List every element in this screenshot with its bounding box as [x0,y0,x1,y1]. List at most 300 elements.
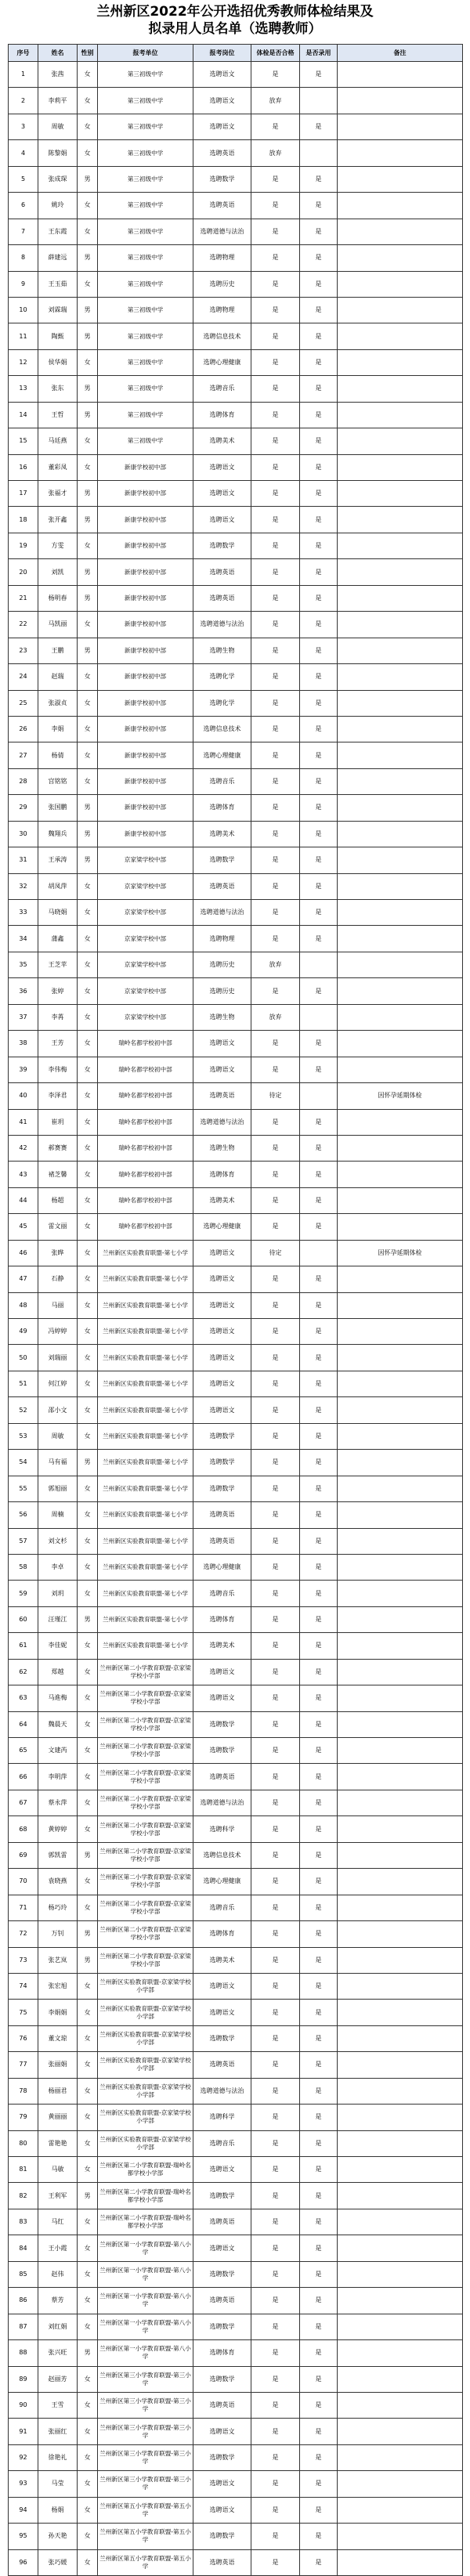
cell-exam-pass: 是 [251,742,300,768]
table-row [9,873,463,899]
cell-name: 杨娟 [38,2497,78,2523]
cell-name: 马莹 [38,2471,78,2497]
cell-position: 选聘语文 [193,1397,251,1423]
cell-hired: 是 [300,533,338,558]
table-row [9,1790,463,1815]
cell-index: 36 [9,978,38,1004]
cell-remark [338,2288,463,2314]
cell-name: 赵丽芳 [38,2366,78,2392]
cell-remark [338,349,463,375]
cell-unit: 兰州新区第五小学教育联盟-第五小学 [98,2497,193,2523]
cell-exam-pass: 是 [251,428,300,454]
cell-index: 83 [9,2209,38,2235]
cell-unit: 瑞岭名都学校初中部 [98,1057,193,1082]
cell-name: 胡凤萍 [38,873,78,899]
header-exam-pass: 体检是否合格 [251,45,300,62]
cell-name: 李娟 [38,716,78,742]
cell-position: 选聘语文 [193,2419,251,2444]
cell-unit: 瑞岭名都学校初中部 [98,1031,193,1057]
cell-name: 蔡芳 [38,2288,78,2314]
cell-hired: 是 [300,821,338,847]
cell-name: 李伟梅 [38,1057,78,1082]
cell-hired: 是 [300,1450,338,1476]
cell-gender: 女 [78,2105,98,2130]
cell-exam-pass: 是 [251,1842,300,1868]
cell-exam-pass: 是 [251,768,300,794]
cell-index: 66 [9,1764,38,1790]
cell-exam-pass: 是 [251,193,300,219]
cell-hired: 是 [300,2000,338,2025]
cell-exam-pass: 是 [251,1764,300,1790]
cell-unit: 新康学校初中部 [98,507,193,533]
cell-exam-pass: 是 [251,1947,300,1973]
cell-remark [338,2000,463,2025]
cell-hired: 是 [300,2524,338,2549]
cell-hired: 是 [300,1921,338,1947]
cell-index: 63 [9,1685,38,1711]
cell-remark [338,323,463,349]
cell-gender: 女 [78,1031,98,1057]
cell-position: 选聘数学 [193,1738,251,1764]
cell-gender: 女 [78,1476,98,1501]
cell-position: 选聘体育 [193,1162,251,1187]
table-row [9,1633,463,1659]
cell-name: 郝赛赛 [38,1135,78,1161]
cell-index: 24 [9,664,38,690]
cell-remark [338,585,463,611]
table-row [9,1109,463,1135]
cell-name: 张东 [38,376,78,402]
cell-index: 15 [9,428,38,454]
cell-position: 选聘语文 [193,114,251,139]
cell-gender: 男 [78,1947,98,1973]
cell-name: 石静 [38,1266,78,1292]
cell-position: 选聘美术 [193,1633,251,1659]
cell-name: 郭旭丽 [38,1476,78,1501]
cell-position: 选聘生物 [193,1004,251,1030]
cell-unit: 京家梁学校中部 [98,873,193,899]
table-row [9,1895,463,1920]
cell-remark [338,2130,463,2156]
cell-position: 选聘信息技术 [193,1842,251,1868]
table-row [9,926,463,952]
cell-unit: 兰州新区第二小学教育联盟-京家梁学校小学部 [98,1659,193,1685]
cell-index: 57 [9,1528,38,1554]
cell-remark [338,2392,463,2418]
cell-remark [338,2497,463,2523]
cell-hired: 是 [300,1109,338,1135]
table-row [9,1004,463,1030]
table-row [9,2130,463,2156]
cell-name: 王玉茹 [38,271,78,297]
cell-name: 王鹏 [38,638,78,663]
cell-position: 选聘语文 [193,507,251,533]
table-row [9,140,463,166]
cell-index: 38 [9,1031,38,1057]
cell-index: 37 [9,1004,38,1030]
table-row [9,1476,463,1501]
cell-index: 56 [9,1502,38,1528]
cell-exam-pass: 是 [251,2235,300,2261]
cell-index: 40 [9,1083,38,1109]
cell-name: 魏晨天 [38,1711,78,1737]
cell-position: 选聘体育 [193,402,251,428]
cell-index: 67 [9,1790,38,1815]
table-row [9,2025,463,2051]
cell-unit: 瑞岭名都学校初中部 [98,1187,193,1213]
cell-remark [338,716,463,742]
cell-exam-pass: 是 [251,2392,300,2418]
cell-index: 47 [9,1266,38,1292]
cell-unit: 京家梁学校中部 [98,952,193,977]
cell-gender: 女 [78,2444,98,2470]
cell-name: 王雪 [38,2392,78,2418]
table-row [9,2078,463,2104]
cell-hired [300,1004,338,1030]
cell-hired: 是 [300,847,338,873]
cell-unit: 京家梁学校中部 [98,978,193,1004]
table-row [9,716,463,742]
table-body [9,62,463,2576]
cell-hired: 是 [300,1528,338,1554]
cell-index: 51 [9,1371,38,1396]
cell-position: 选聘道德与法治 [193,612,251,638]
cell-gender: 女 [78,1345,98,1371]
cell-gender: 女 [78,612,98,638]
cell-exam-pass: 是 [251,2471,300,2497]
cell-remark [338,114,463,139]
cell-gender: 女 [78,690,98,716]
table-row [9,481,463,507]
cell-exam-pass: 是 [251,664,300,690]
cell-hired: 是 [300,1895,338,1920]
cell-remark [338,402,463,428]
cell-remark [338,1266,463,1292]
cell-position: 选聘语文 [193,1031,251,1057]
cell-position: 选聘语文 [193,88,251,114]
cell-hired: 是 [300,402,338,428]
cell-name: 徐艳礼 [38,2444,78,2470]
cell-gender: 女 [78,1738,98,1764]
cell-position: 选聘音乐 [193,768,251,794]
cell-hired: 是 [300,559,338,585]
cell-index: 87 [9,2314,38,2339]
cell-position: 选聘英语 [193,2209,251,2235]
cell-name: 黄丽丽 [38,2105,78,2130]
cell-position: 选聘语文 [193,1345,251,1371]
cell-hired: 是 [300,585,338,611]
cell-unit: 兰州新区实验教育联盟-第七小学 [98,1450,193,1476]
cell-position: 选聘心理健康 [193,349,251,375]
cell-position: 选聘语文 [193,1659,251,1685]
cell-exam-pass: 是 [251,1057,300,1082]
cell-hired: 是 [300,428,338,454]
cell-exam-pass: 放弃 [251,1004,300,1030]
cell-exam-pass: 待定 [251,1083,300,1109]
cell-remark [338,376,463,402]
cell-unit: 兰州新区实验教育联盟-第七小学 [98,1554,193,1580]
cell-remark [338,1476,463,1501]
cell-exam-pass: 放弃 [251,140,300,166]
cell-name: 张茜 [38,62,78,88]
table-header-row [9,45,463,62]
cell-index: 76 [9,2025,38,2051]
cell-unit: 新康学校初中部 [98,716,193,742]
cell-unit: 兰州新区第一小学教育联盟-第八小学 [98,2314,193,2339]
cell-position: 选聘音乐 [193,1895,251,1920]
cell-name: 宫铭铭 [38,768,78,794]
table-row [9,2288,463,2314]
cell-index: 72 [9,1921,38,1947]
cell-position: 选聘数学 [193,847,251,873]
table-row [9,2340,463,2366]
cell-unit: 瑞岭名都学校初中部 [98,1083,193,1109]
cell-exam-pass: 是 [251,978,300,1004]
cell-hired: 是 [300,1711,338,1737]
cell-remark [338,2157,463,2183]
cell-remark [338,1973,463,1999]
cell-remark [338,271,463,297]
cell-index: 42 [9,1135,38,1161]
cell-exam-pass: 是 [251,1109,300,1135]
cell-name: 张国鹏 [38,795,78,821]
cell-index: 48 [9,1292,38,1318]
cell-hired: 是 [300,323,338,349]
cell-gender: 女 [78,271,98,297]
cell-gender: 女 [78,1790,98,1815]
cell-name: 马有福 [38,1450,78,1476]
cell-remark [338,1345,463,1371]
cell-unit: 京家梁学校中部 [98,900,193,926]
cell-unit: 兰州新区第二小学教育联盟-瑞岭名都学校小学部 [98,2209,193,2235]
cell-remark [338,873,463,899]
cell-exam-pass: 是 [251,376,300,402]
cell-hired: 是 [300,900,338,926]
cell-position: 选聘英语 [193,1764,251,1790]
cell-name: 刘玥 [38,1581,78,1606]
cell-gender: 女 [78,1895,98,1920]
cell-remark [338,1450,463,1476]
cell-name: 王东霞 [38,219,78,244]
cell-unit: 兰州新区实验教育联盟-第七小学 [98,1397,193,1423]
cell-index: 31 [9,847,38,873]
cell-remark [338,742,463,768]
cell-remark [338,821,463,847]
cell-unit: 第三初级中学 [98,376,193,402]
cell-exam-pass: 是 [251,585,300,611]
cell-unit: 兰州新区实验教育联盟-第七小学 [98,1292,193,1318]
cell-hired: 是 [300,1816,338,1842]
cell-exam-pass: 待定 [251,1240,300,1266]
cell-remark [338,847,463,873]
cell-name: 马敏 [38,2157,78,2183]
cell-gender: 女 [78,2497,98,2523]
cell-index: 16 [9,454,38,480]
cell-exam-pass: 是 [251,1973,300,1999]
cell-hired: 是 [300,1162,338,1187]
table-row [9,1921,463,1947]
cell-hired: 是 [300,2497,338,2523]
cell-remark [338,1371,463,1396]
cell-unit: 兰州新区第五小学教育联盟-第五小学 [98,2549,193,2575]
cell-exam-pass: 放弃 [251,88,300,114]
cell-position: 选聘数学 [193,166,251,192]
cell-name: 张淑贞 [38,690,78,716]
cell-remark [338,2209,463,2235]
cell-hired: 是 [300,2183,338,2209]
cell-name: 蒲鑫 [38,926,78,952]
cell-remark [338,1581,463,1606]
cell-unit: 兰州新区实验教育联盟-京家梁学校小学部 [98,2078,193,2104]
cell-position: 选聘数学 [193,2314,251,2339]
cell-index: 60 [9,1606,38,1632]
cell-remark [338,664,463,690]
table-row [9,2183,463,2209]
cell-exam-pass: 是 [251,1816,300,1842]
cell-index: 74 [9,1973,38,1999]
cell-gender: 女 [78,1502,98,1528]
cell-gender: 女 [78,2130,98,2156]
cell-exam-pass: 是 [251,2340,300,2366]
cell-position: 选聘数学 [193,1476,251,1501]
cell-gender: 女 [78,1397,98,1423]
cell-name: 刘红娟 [38,2314,78,2339]
cell-position: 选聘英语 [193,559,251,585]
cell-index: 95 [9,2524,38,2549]
cell-position: 选聘语文 [193,481,251,507]
cell-position: 选聘生物 [193,638,251,663]
cell-exam-pass: 是 [251,297,300,323]
cell-position: 选聘语文 [193,2235,251,2261]
cell-position: 选聘历史 [193,978,251,1004]
table-row [9,768,463,794]
cell-index: 96 [9,2549,38,2575]
cell-unit: 兰州新区实验教育联盟-京家梁学校小学部 [98,2025,193,2051]
cell-remark [338,2419,463,2444]
cell-name: 张成琛 [38,166,78,192]
cell-position: 选聘音乐 [193,376,251,402]
document [8,0,462,2576]
cell-remark [338,219,463,244]
cell-position: 选聘心理健康 [193,742,251,768]
cell-position: 选聘化学 [193,664,251,690]
cell-index: 81 [9,2157,38,2183]
cell-name: 陈黎娟 [38,140,78,166]
cell-index: 50 [9,1345,38,1371]
cell-gender: 女 [78,428,98,454]
cell-unit: 兰州新区实验教育联盟-第七小学 [98,1319,193,1345]
cell-exam-pass: 是 [251,2130,300,2156]
cell-hired: 是 [300,2209,338,2235]
cell-exam-pass: 是 [251,847,300,873]
cell-gender: 女 [78,1764,98,1790]
cell-position: 选聘语文 [193,62,251,88]
cell-remark [338,1031,463,1057]
cell-hired: 是 [300,1790,338,1815]
cell-index: 61 [9,1633,38,1659]
cell-hired: 是 [300,376,338,402]
cell-hired: 是 [300,271,338,297]
cell-unit: 第三初级中学 [98,323,193,349]
cell-index: 21 [9,585,38,611]
cell-gender: 女 [78,1633,98,1659]
cell-index: 49 [9,1319,38,1345]
cell-gender: 男 [78,166,98,192]
cell-position: 选聘语文 [193,1973,251,1999]
cell-exam-pass: 是 [251,1633,300,1659]
cell-exam-pass: 是 [251,1031,300,1057]
cell-hired: 是 [300,62,338,88]
cell-exam-pass: 是 [251,716,300,742]
cell-gender: 男 [78,2340,98,2366]
cell-unit: 兰州新区实验教育联盟-第七小学 [98,1476,193,1501]
cell-position: 选聘体育 [193,1606,251,1632]
cell-index: 19 [9,533,38,558]
cell-index: 94 [9,2497,38,2523]
header-gender: 性别 [78,45,98,62]
table-row [9,2549,463,2575]
cell-remark [338,1502,463,1528]
cell-exam-pass: 是 [251,1502,300,1528]
table-row [9,1869,463,1895]
cell-unit: 兰州新区实验教育联盟-第七小学 [98,1423,193,1449]
cell-name: 赵伟 [38,2261,78,2287]
cell-name: 郑越 [38,1659,78,1685]
cell-index: 80 [9,2130,38,2156]
cell-unit: 兰州新区第二小学教育联盟-京家梁学校小学部 [98,1738,193,1764]
cell-unit: 兰州新区第二小学教育联盟-京家梁学校小学部 [98,1711,193,1737]
cell-unit: 新康学校初中部 [98,612,193,638]
cell-hired: 是 [300,2444,338,2470]
table-row [9,1319,463,1345]
cell-exam-pass: 是 [251,1711,300,1737]
cell-position: 选聘语文 [193,2000,251,2025]
cell-index: 73 [9,1947,38,1973]
cell-index: 54 [9,1450,38,1476]
cell-name: 刘霖瑞 [38,297,78,323]
cell-name: 马廷燕 [38,428,78,454]
cell-hired: 是 [300,2549,338,2575]
table-row [9,559,463,585]
cell-name: 周楠 [38,1502,78,1528]
cell-remark [338,507,463,533]
cell-hired: 是 [300,2235,338,2261]
cell-name: 张艺岚 [38,1947,78,1973]
cell-exam-pass: 是 [251,873,300,899]
cell-index: 1 [9,62,38,88]
table-row [9,1738,463,1764]
table-row [9,1764,463,1790]
cell-hired: 是 [300,2261,338,2287]
cell-position: 选聘体育 [193,2340,251,2366]
cell-unit: 兰州新区第二小学教育联盟-京家梁学校小学部 [98,1685,193,1711]
cell-gender: 女 [78,900,98,926]
cell-name: 马凯丽 [38,612,78,638]
cell-index: 75 [9,2000,38,2025]
cell-hired: 是 [300,1319,338,1345]
cell-unit: 第三初级中学 [98,219,193,244]
cell-position: 选聘英语 [193,140,251,166]
cell-position: 选聘体育 [193,795,251,821]
cell-gender: 女 [78,1135,98,1161]
table-row [9,349,463,375]
cell-name: 李佳妮 [38,1633,78,1659]
cell-hired: 是 [300,2078,338,2104]
table-row [9,1973,463,1999]
table-row [9,638,463,663]
cell-position: 选聘数学 [193,2025,251,2051]
cell-position: 选聘英语 [193,2549,251,2575]
